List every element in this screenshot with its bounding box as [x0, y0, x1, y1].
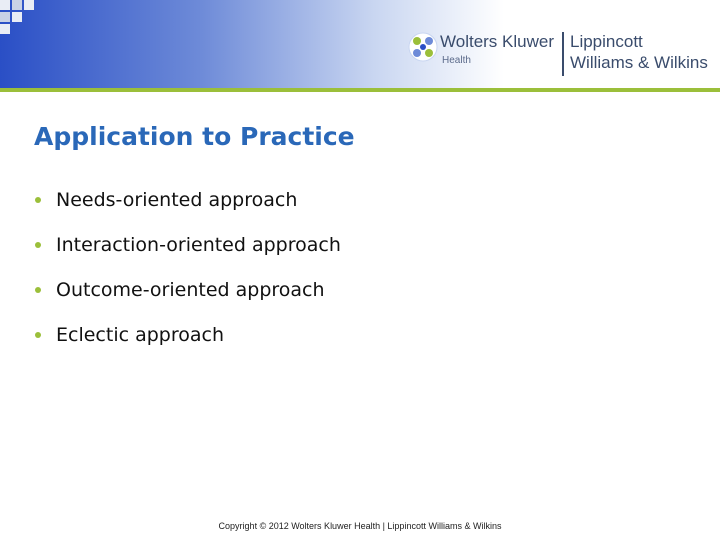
bullet-label: Outcome-oriented approach — [56, 279, 325, 301]
logo-williams-wilkins: Williams & Wilkins — [570, 53, 708, 72]
bullet-item — [34, 186, 341, 231]
bullet-item — [34, 276, 341, 321]
bullet-dot-icon — [35, 332, 41, 338]
corner-square — [0, 12, 10, 22]
corner-square — [12, 0, 22, 10]
corner-square — [12, 12, 22, 22]
logo-lippincott: Lippincott — [570, 32, 643, 51]
corner-square — [24, 0, 34, 10]
bullet-dot-icon — [35, 242, 41, 248]
bullet-item — [34, 321, 341, 366]
bullet-item — [34, 231, 341, 276]
wolters-kluwer-mark-icon — [408, 32, 438, 62]
corner-square — [0, 24, 10, 34]
publisher-logo — [406, 30, 718, 80]
bullet-list — [34, 186, 341, 366]
footer — [0, 521, 720, 531]
bullet-label: Eclectic approach — [56, 324, 224, 346]
bullet-label: Needs-oriented approach — [56, 189, 298, 211]
bullet-dot-icon — [35, 197, 41, 203]
bullet-label: Interaction-oriented approach — [56, 234, 341, 256]
logo-divider — [562, 32, 564, 76]
copyright-text: Copyright © 2012 Wolters Kluwer Health | Lippincott Williams & Wilkins — [218, 521, 502, 531]
logo-health: Health — [442, 55, 471, 66]
header-green-rule — [0, 88, 720, 92]
corner-square — [0, 0, 10, 10]
bullet-dot-icon — [35, 287, 41, 293]
logo-wolters-kluwer: Wolters Kluwer — [440, 32, 554, 51]
slide-title: Application to Practice — [34, 122, 355, 151]
